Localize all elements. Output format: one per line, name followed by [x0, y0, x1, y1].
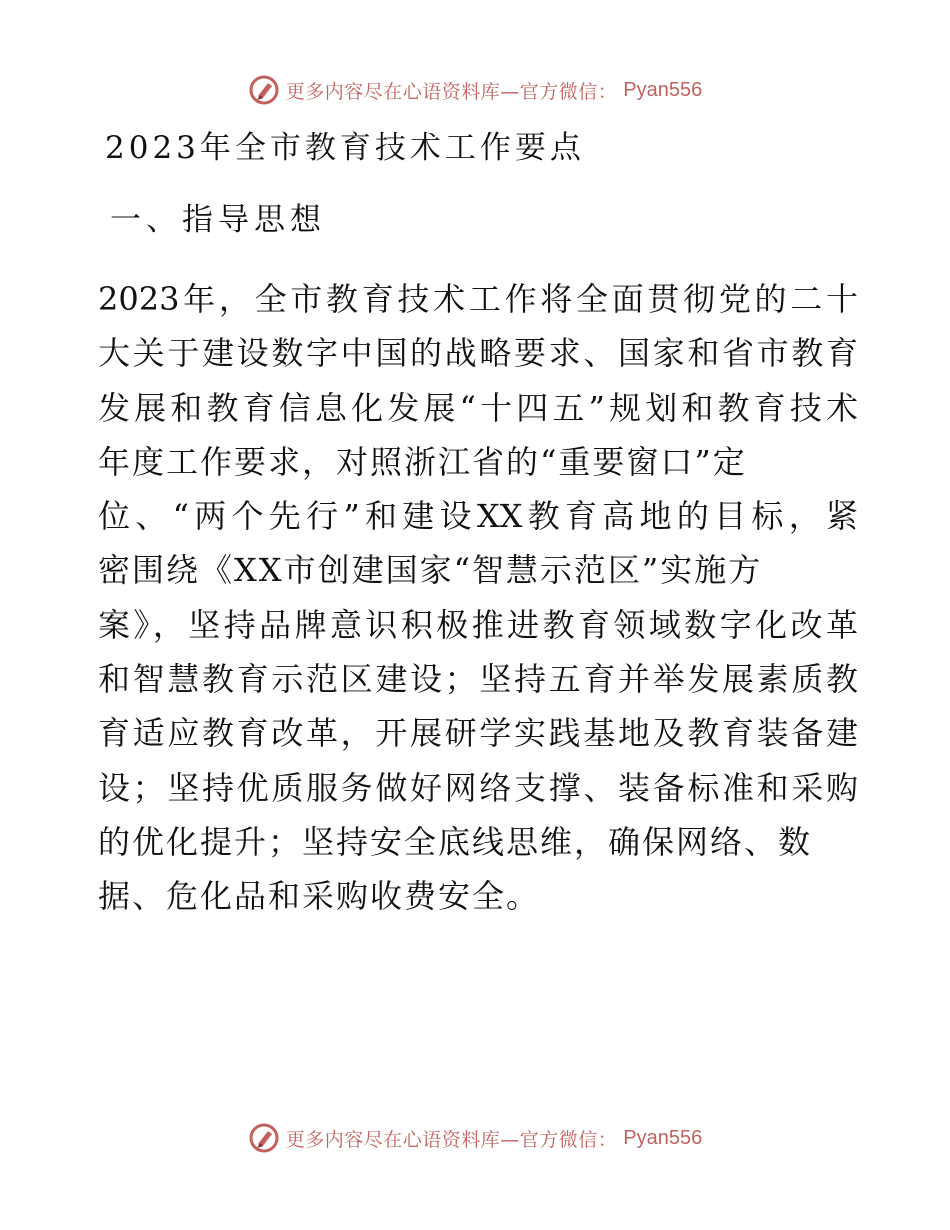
- watermark-handle: Pyan556: [623, 78, 703, 101]
- watermark-text: 更多内容尽在心语资料库—官方微信：: [285, 1128, 618, 1151]
- document-title: 2023年全市教育技术工作要点: [105, 130, 585, 166]
- paragraph-line: 年度工作要求，对照浙江省的“重要窗口”定: [98, 442, 747, 481]
- bottom-watermark: [0, 1118, 950, 1158]
- top-watermark: [0, 70, 950, 110]
- paragraph-line: 和智慧教育示范区建设；坚持五育并举发展素质教: [98, 660, 858, 699]
- pen-nib-seal-icon: [248, 1122, 280, 1154]
- pen-nib-seal-icon: [248, 74, 280, 106]
- watermark-handle: Pyan556: [623, 1126, 703, 1149]
- paragraph-line: 设；坚持优质服务做好网络支撑、装备标准和采购: [98, 768, 858, 807]
- watermark-text: 更多内容尽在心语资料库—官方微信：: [285, 80, 618, 103]
- paragraph-line: 发展和教育信息化发展“十四五”规划和教育技术: [98, 388, 858, 427]
- paragraph-line: 大关于建设数字中国的战略要求、国家和省市教育: [98, 334, 858, 373]
- paragraph-line: 位、“两个先行”和建设XX教育高地的目标，紧: [98, 497, 858, 536]
- body-paragraph: [98, 272, 858, 924]
- paragraph-line: 密围绕《XX市创建国家“智慧示范区”实施方: [98, 551, 763, 590]
- paragraph-line: 的优化提升；坚持安全底线思维，确保网络、数: [98, 822, 813, 861]
- paragraph-line: 2023年，全市教育技术工作将全面贯彻党的二十: [98, 280, 858, 318]
- paragraph-line: 据、危化品和采购收费安全。: [98, 877, 541, 916]
- paragraph-line: 育适应教育改革，开展研学实践基地及教育装备建: [98, 714, 858, 753]
- paragraph-line: 案》，坚持品牌意识积极推进教育领域数字化改革: [98, 605, 858, 644]
- section-heading: 一、指导思想: [110, 202, 326, 238]
